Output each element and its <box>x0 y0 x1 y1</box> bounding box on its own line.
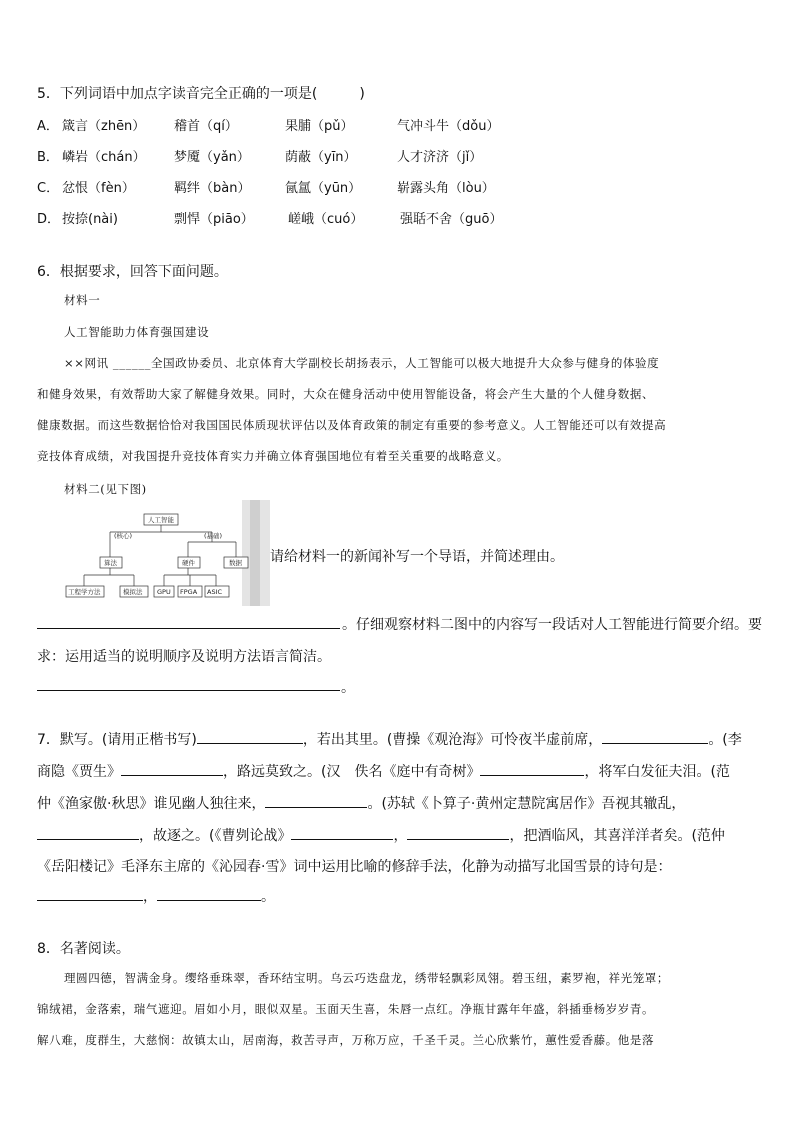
news-paragraph-line: 竞技体育成绩，对我国提升竞技体育实力并确立体育强国地位有着至关重要的战略意义。 <box>37 449 509 463</box>
fill-blank[interactable] <box>265 795 367 808</box>
q7-stem: 7．默写。(请用正楷书写) <box>37 732 197 748</box>
option-label: C． <box>37 181 60 196</box>
q7-text: ， <box>393 828 408 844</box>
q7-text: ，把酒临风，其喜洋洋者矣。(范仲 <box>509 828 725 844</box>
fill-blank[interactable] <box>157 888 261 901</box>
q7-text: 。(苏轼《卜算子·黄州定慧院寓居作》吾视其辙乱， <box>367 796 686 812</box>
option-word: 人才济济（jǐ） <box>397 150 483 165</box>
fill-blank[interactable] <box>602 731 708 744</box>
label-gpu: GPU <box>157 588 171 596</box>
q8-paragraph-line: 锦绒裙，金落索，瑞气遮迎。眉如小月，眼似双星。玉面天生喜，朱唇一点红。净瓶甘露年年盛，斜插垂杨岁岁青。 <box>37 1002 655 1016</box>
label-algo: 算法 <box>104 559 117 567</box>
option-word: 箴言（zhēn） <box>62 119 146 134</box>
label-hw: 硬件 <box>182 559 195 567</box>
fill-blank[interactable] <box>480 763 584 776</box>
option-word: 崭露头角（lòu） <box>397 181 495 196</box>
fill-blank[interactable] <box>121 763 223 776</box>
task1-text: 请给材料一的新闻补写一个导语，并简述理由。 <box>270 549 564 565</box>
q7-text: 商隐《贾生》 <box>37 764 121 780</box>
option-word: 稽首（qí） <box>174 119 238 134</box>
option-word: 荫蔽（yīn） <box>285 150 357 165</box>
q7-text: ， <box>143 889 157 905</box>
q7-text: 《岳阳楼记》毛泽东主席的《沁园春·雪》词中运用比喻的修辞手法，化静为动描写北国雪景的诗句是： <box>37 859 672 875</box>
q8-stem: 8．名著阅读。 <box>37 941 130 957</box>
q7-line <box>37 761 730 781</box>
material2-title: 材料二(见下图) <box>64 482 147 496</box>
option-word: 强聒不舍（guō） <box>400 212 503 227</box>
q7-line <box>37 886 275 906</box>
option-label: B． <box>37 150 59 165</box>
q5-stem: 5．下列词语中加点字读音完全正确的一项是( ) <box>37 86 365 102</box>
ai-structure-diagram <box>64 500 270 606</box>
news-headline: 人工智能助力体育强国建设 <box>64 325 210 339</box>
q7-text: ，路远莫致之。(汉 佚名《庭中有奇树》 <box>223 764 481 780</box>
q7-text: ，将军白发征夫泪。(范 <box>584 764 730 780</box>
q6-stem: 6．根据要求，回答下面问题。 <box>37 264 228 280</box>
option-word: 果脯（pǔ） <box>285 119 354 134</box>
label-root: 人工智能 <box>148 516 174 524</box>
answer-blank[interactable] <box>37 690 340 691</box>
option-word: 嶙岩（chán） <box>62 150 146 165</box>
label-base: (基础) <box>204 532 223 540</box>
label-method: 工程学方法 <box>68 588 101 596</box>
task2-text: 。仔细观察材料二图中的内容写一段话对人工智能进行简要介绍。要 <box>342 617 762 633</box>
option-word: 按捺(nài) <box>62 212 118 227</box>
option-word: 梦魇（yǎn） <box>174 150 250 165</box>
q7-line <box>37 793 685 813</box>
label-asic: ASIC <box>207 588 223 596</box>
news-paragraph-line: 健康数据。而这些数据恰恰对我国国民体质现状评估以及体育政策的制定有重要的参考意义。人工智能还可以有效提高 <box>37 418 667 432</box>
label-fpga: FPGA <box>180 588 198 596</box>
option-label: A． <box>37 119 59 134</box>
q7-text: ，故逐之。(《曹刿论战》 <box>139 828 292 844</box>
task2-text-cont: 求：运用适当的说明顺序及说明方法语言简洁。 <box>37 649 331 665</box>
label-data: 数据 <box>229 559 242 567</box>
q7-text: ，若出其里。(曹操《观沧海》可怜夜半虚前席， <box>302 732 603 748</box>
option-label: D． <box>37 212 61 227</box>
fill-blank[interactable] <box>197 731 303 744</box>
option-word: 忿恨（fèn） <box>62 181 135 196</box>
end-mark: 。 <box>341 680 355 696</box>
label-sim: 模拟法 <box>123 588 143 596</box>
option-word: 嵯峨（cuó） <box>288 212 364 227</box>
q8-paragraph-line: 理圆四德，智满金身。缨络垂珠翠，香环结宝明。乌云巧迭盘龙，绣带轻飘彩凤翎。碧玉纽，素罗袍，祥光笼罩； <box>64 971 669 985</box>
option-word: 气冲斗牛（dǒu） <box>397 119 500 134</box>
q7-text: 。(李 <box>708 732 742 748</box>
q7-text: 仲《渔家傲·秋思》谁见幽人独往来， <box>37 796 266 812</box>
q7-line <box>37 825 725 845</box>
fill-blank[interactable] <box>37 888 143 901</box>
material1-title: 材料一 <box>64 293 101 307</box>
fill-blank[interactable] <box>407 827 509 840</box>
q7-text: 。 <box>261 889 275 905</box>
label-core: (核心) <box>114 532 133 540</box>
option-word: 氤氲（yūn） <box>285 181 362 196</box>
news-paragraph-line: 和健身效果，有效帮助大家了解健身效果。同时，大众在健身活动中使用智能设备，将会产生大量的个人健身数据、 <box>37 387 655 401</box>
option-word: 羁绊（bàn） <box>174 181 251 196</box>
answer-blank[interactable] <box>37 628 340 629</box>
q7-line <box>37 729 742 749</box>
fill-blank[interactable] <box>37 827 139 840</box>
news-paragraph-line: ××网讯 ______全国政协委员、北京体育大学副校长胡扬表示，人工智能可以极大地提升大众参与健身的体验度 <box>64 356 660 370</box>
q8-paragraph-line: 解八难，度群生，大慈悯：故镇太山，居南海，救苦寻声，万称万应，千圣千灵。兰心欣紫竹，蕙性爱香藤。他是落 <box>37 1033 655 1047</box>
option-word: 剽悍（piāo） <box>174 212 254 227</box>
fill-blank[interactable] <box>291 827 393 840</box>
